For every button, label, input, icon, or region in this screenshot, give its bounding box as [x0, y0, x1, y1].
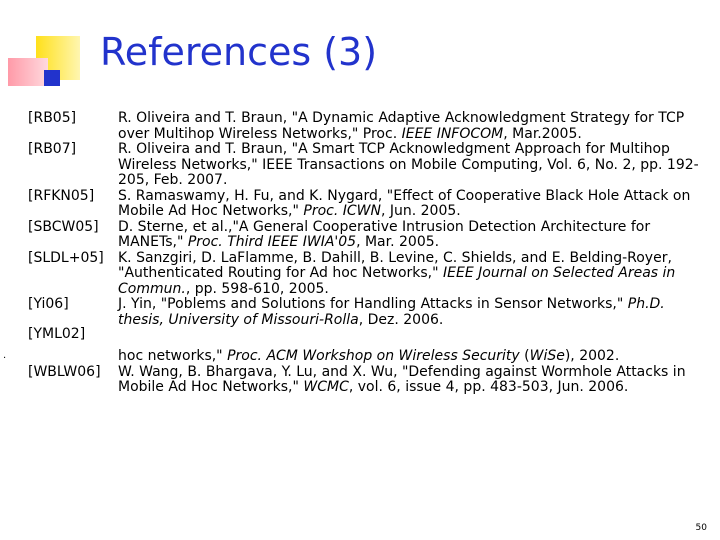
reference-key: [WBLW06]	[28, 363, 101, 380]
reference-text: K. Sanzgiri, D. LaFlamme, B. Dahill, B. Levine, C. Shields, and E. Belding-Royer, "Authenticated Routing for Ad hoc Networks," IEEE Journal on Selected Areas in Commun., pp. 598-610, 2005.	[118, 249, 676, 297]
reference-key: [SBCW05]	[28, 218, 99, 235]
reference-item	[28, 111, 708, 142]
reference-text: W. Wang, B. Bhargava, Y. Lu, and X. Wu, "Defending against Wormhole Attacks in Mobile Ad Hoc Networks," WCMC, vol. 6, issue 4, pp. 483-503, Jun. 2006.	[118, 363, 686, 395]
reference-text: hoc networks," Proc. ACM Workshop on Wireless Security (WiSe), 2002.	[118, 348, 620, 364]
reference-key: [SLDL+05]	[28, 249, 104, 266]
reference-item	[28, 189, 708, 220]
reference-text: R. Oliveira and T. Braun, "A Dynamic Adaptive Acknowledgment Strategy for TCP over Multihop Wireless Networks," Proc. IEEE INFOCOM, Mar.2005.	[118, 110, 685, 142]
reference-item	[28, 297, 708, 328]
slide-logo	[0, 0, 100, 100]
reference-text: J. Yin, "Poblems and Solutions for Handling Attacks in Sensor Networks," Ph.D. thesis, University of Missouri-Rolla, Dez. 2006.	[118, 296, 665, 328]
page-number: 50	[695, 523, 707, 533]
reference-text: S. Ramaswamy, H. Fu, and K. Nygard, "Effect of Cooperative Black Hole Attack on Mobile Ad Hoc Networks," Proc. ICWN, Jun. 2005.	[118, 187, 691, 219]
slide-title: References (3)	[100, 30, 378, 74]
reference-item	[28, 251, 708, 298]
logo-pink-block	[8, 58, 48, 86]
reference-key: [RFKN05]	[28, 187, 95, 204]
reference-item	[28, 220, 708, 251]
reference-list	[28, 111, 708, 396]
reference-item	[28, 328, 708, 365]
reference-text: R. Oliveira and T. Braun, "A Smart TCP Acknowledgment Approach for Multihop Wireless Networks," IEEE Transactions on Mobile Computing, Vol. 6, No. 2, pp. 192-205, Feb. 2007.	[118, 141, 699, 188]
stray-bullet-mark: .	[3, 350, 7, 361]
logo-blue-square	[44, 70, 60, 86]
reference-key: [RB05]	[28, 110, 77, 126]
reference-item	[28, 142, 708, 189]
reference-key: [Yi06]	[28, 296, 69, 312]
reference-key: [YML02]	[28, 326, 86, 342]
reference-item	[28, 365, 708, 396]
reference-key: [RB07]	[28, 141, 77, 157]
reference-text: D. Sterne, et al.,"A General Cooperative Intrusion Detection Architecture for MANETs," Proc. Third IEEE IWIA'05, Mar. 2005.	[118, 218, 651, 250]
